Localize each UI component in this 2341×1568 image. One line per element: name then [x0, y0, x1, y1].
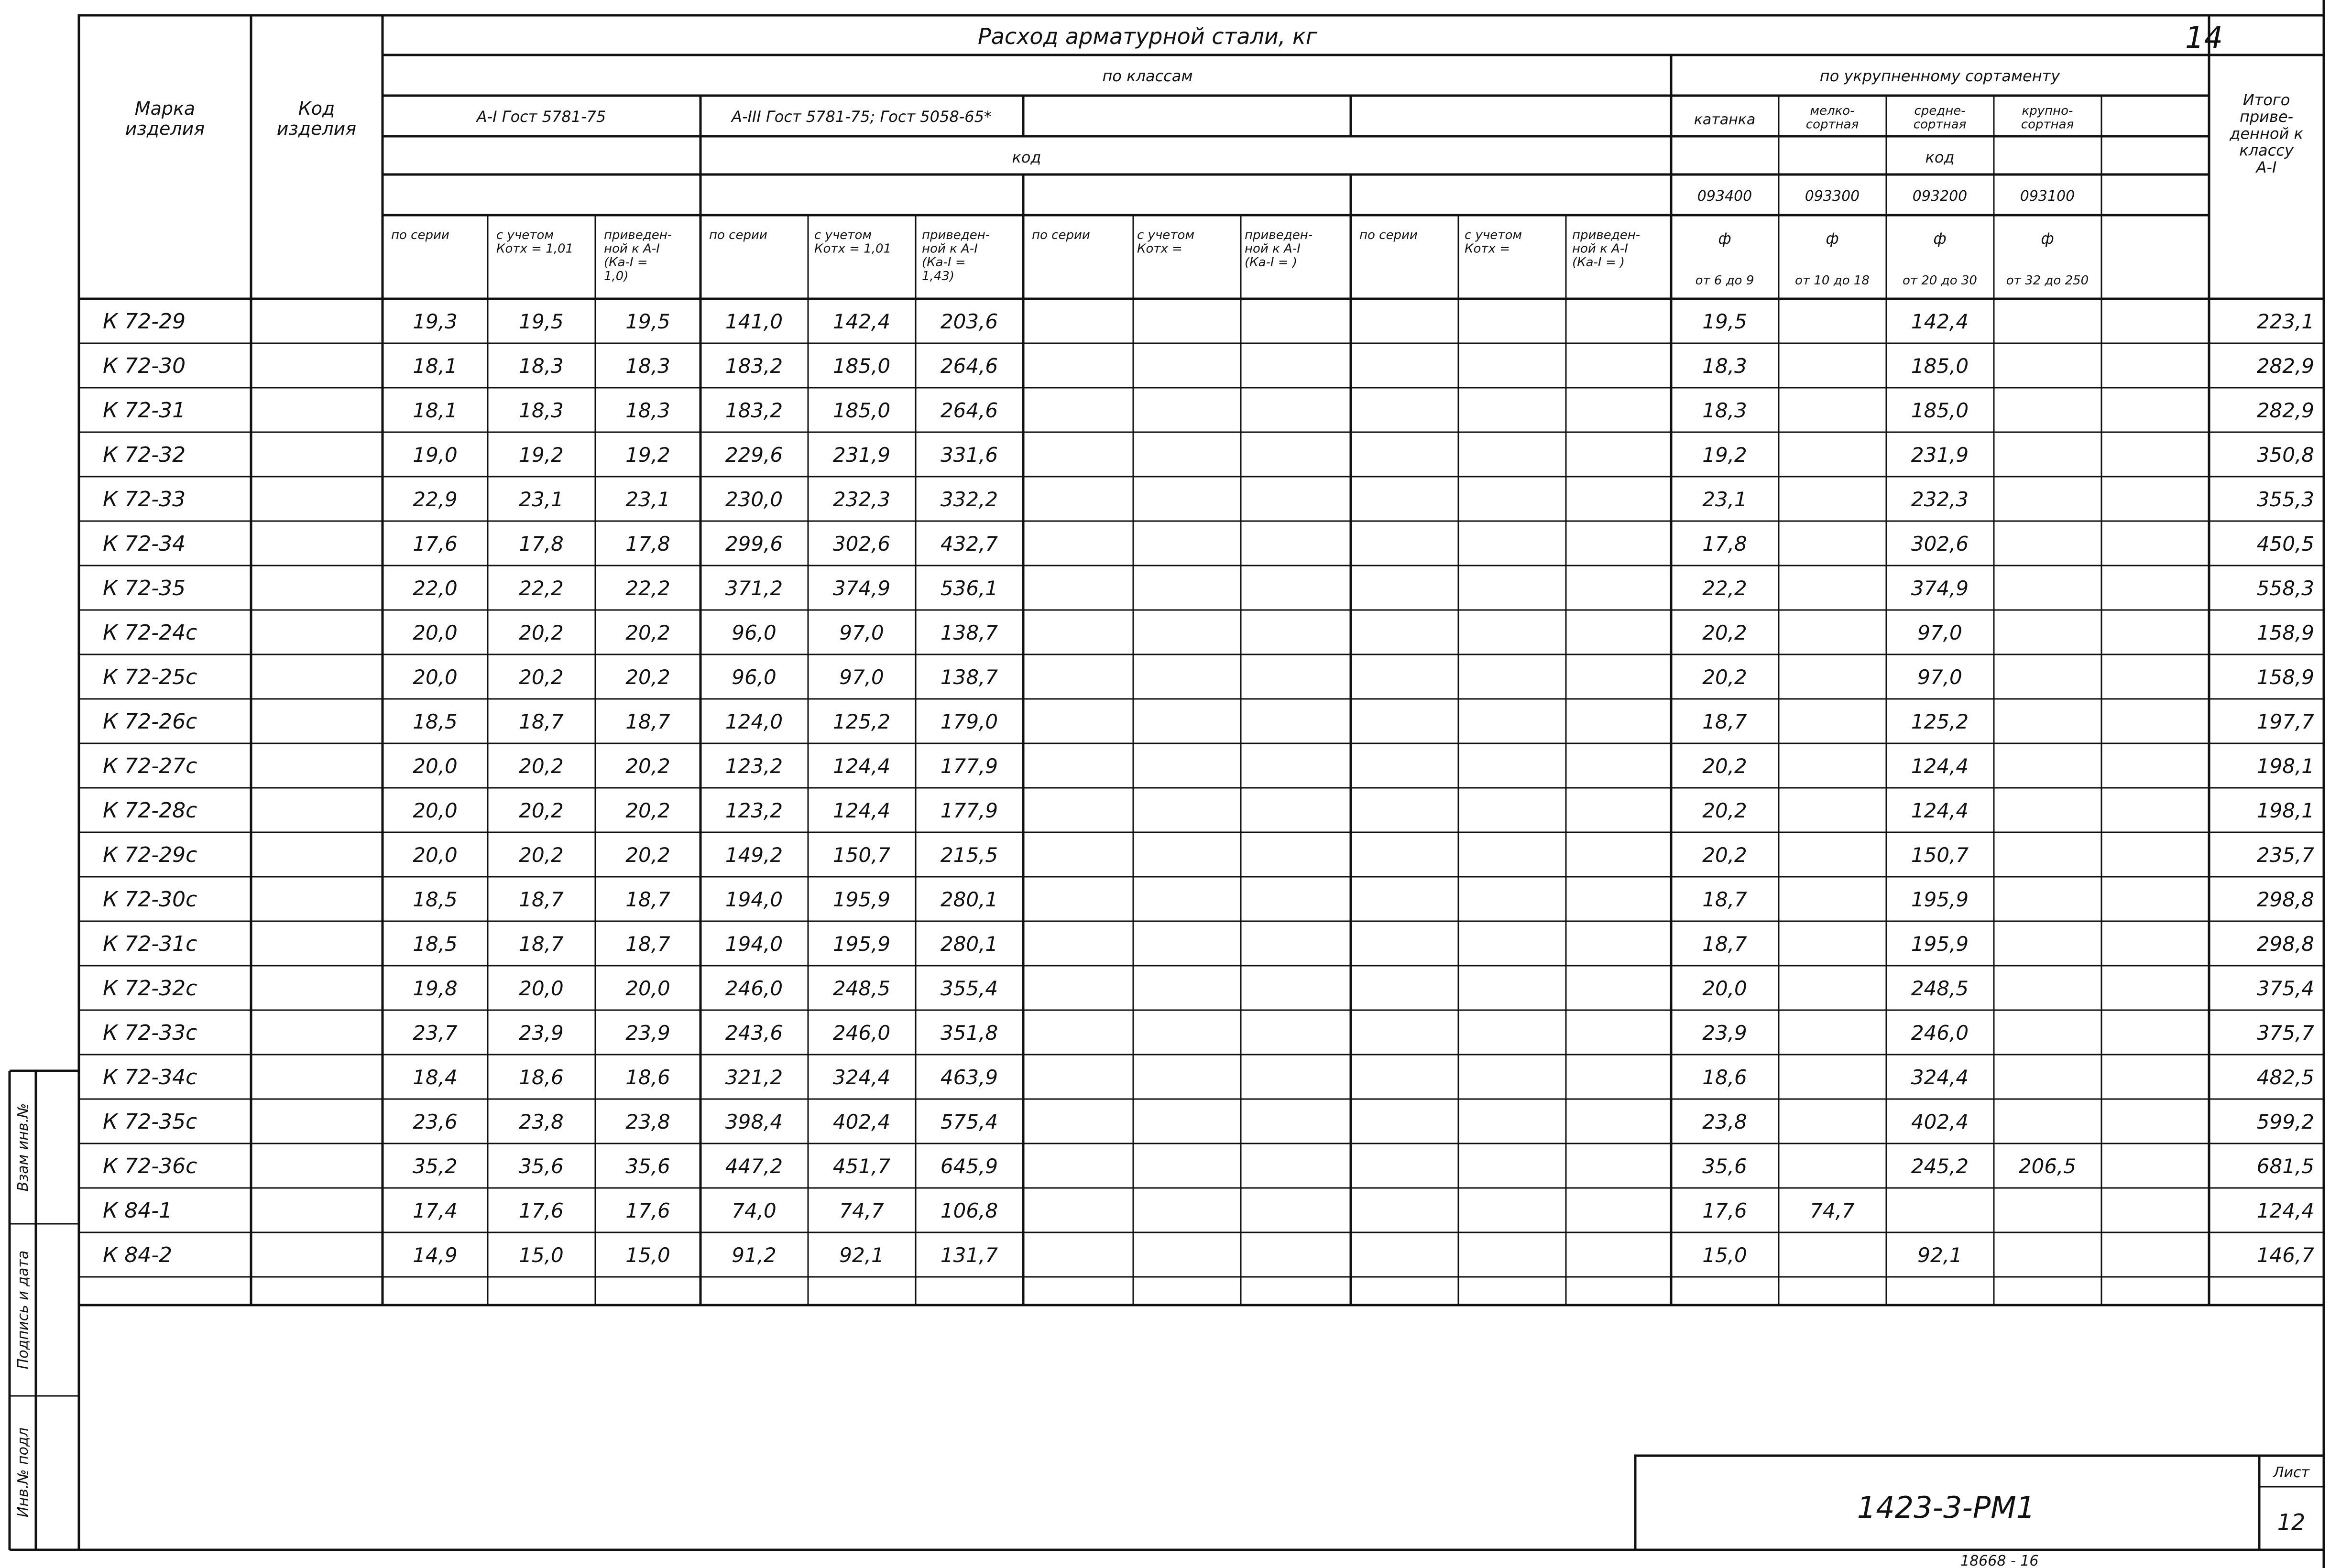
- header-mark-label: Марка изделия: [125, 98, 205, 139]
- cell-a1-2: 15,0: [519, 1243, 564, 1267]
- cell-a3-2: 324,4: [832, 1066, 891, 1089]
- cell-a1-1: 22,0: [413, 577, 458, 600]
- cell-a3-2: 185,0: [832, 399, 891, 422]
- cell-a1-3: 19,5: [625, 310, 670, 333]
- cell-a3-3: 463,9: [940, 1066, 998, 1089]
- cell-a1-1: 22,9: [413, 488, 458, 511]
- cell-a1-3: 18,7: [625, 710, 670, 733]
- cell-a1-1: 18,1: [413, 354, 458, 378]
- s-uchetom-label-3: с учетом Котх =: [1137, 228, 1194, 256]
- cell-a3-2: 195,9: [832, 932, 891, 956]
- cell-assort-3: 402,4: [1911, 1110, 1969, 1133]
- cell-a3-1: 194,0: [725, 888, 783, 911]
- cell-a1-2: 19,5: [519, 310, 564, 333]
- cell-a3-2: 374,9: [832, 577, 891, 600]
- row-mark: К 72-27с: [103, 754, 197, 778]
- cell-total: 599,2: [2256, 1110, 2314, 1133]
- cell-a1-2: 18,3: [519, 399, 564, 422]
- cell-assort-1: 35,6: [1702, 1154, 1747, 1178]
- cell-a3-1: 149,2: [725, 843, 783, 867]
- cell-a3-3: 536,1: [940, 577, 998, 600]
- cell-a3-2: 97,0: [839, 621, 884, 644]
- cell-total: 681,5: [2256, 1154, 2314, 1178]
- cell-total: 282,9: [2256, 399, 2314, 422]
- cell-a3-2: 402,4: [832, 1110, 891, 1133]
- cell-a1-2: 23,9: [519, 1021, 564, 1045]
- cell-a3-1: 96,0: [732, 621, 777, 644]
- cell-a1-1: 20,0: [413, 754, 458, 778]
- row-mark: К 72-35с: [103, 1110, 197, 1134]
- cell-a3-1: 91,2: [732, 1243, 777, 1267]
- cell-assort-3: 92,1: [1917, 1243, 1962, 1267]
- cell-assort-3: 97,0: [1917, 665, 1962, 689]
- po-serii-label-1: по серии: [391, 228, 449, 242]
- cell-a3-3: 138,7: [940, 621, 998, 644]
- s-uchetom-label-1: с учетом Котх = 1,01: [496, 228, 574, 256]
- cell-a1-1: 23,7: [413, 1021, 458, 1045]
- cell-a1-2: 18,7: [519, 888, 564, 911]
- cell-assort-4: 206,5: [2018, 1154, 2077, 1178]
- privedennoy-label-4: приведен-ной к А-I (Ка-I = ): [1572, 228, 1641, 270]
- cell-a3-2: 125,2: [832, 710, 891, 733]
- cell-a3-3: 131,7: [940, 1243, 998, 1267]
- cell-a1-2: 18,3: [519, 354, 564, 378]
- diameter-range-3: от 20 до 30: [1903, 273, 1977, 288]
- cell-a1-3: 20,0: [625, 977, 670, 1000]
- cell-total: 482,5: [2256, 1066, 2314, 1089]
- po-serii-label-2: по серии: [709, 228, 767, 242]
- row-mark: К 72-36с: [103, 1154, 197, 1178]
- privedennoy-label-3: приведен-ной к А-I (Ка-I = ): [1245, 228, 1313, 270]
- cell-assort-3: 248,5: [1911, 977, 1969, 1000]
- cell-assort-1: 18,7: [1702, 932, 1747, 956]
- phi-symbol-2: ф: [1826, 229, 1839, 248]
- cell-a1-3: 18,7: [625, 888, 670, 911]
- cell-a3-1: 123,2: [725, 754, 783, 778]
- assort-krupno: крупно-сортная: [2021, 104, 2074, 132]
- cell-assort-1: 18,3: [1702, 399, 1747, 422]
- sheet-number: 12: [2277, 1509, 2306, 1535]
- cell-a3-2: 231,9: [832, 443, 891, 467]
- assort-melko: мелко-сортная: [1805, 104, 1859, 132]
- cell-a1-3: 20,2: [625, 665, 670, 689]
- cell-assort-1: 19,2: [1702, 443, 1747, 467]
- cell-a3-1: 398,4: [725, 1110, 783, 1133]
- header-code-label: Код изделия: [276, 98, 357, 139]
- stamp-field-1: Взам инв.№: [15, 1103, 32, 1192]
- diameter-range-4: от 32 до 250: [2006, 273, 2089, 288]
- cell-total: 198,1: [2256, 754, 2314, 778]
- cell-assort-3: 302,6: [1911, 532, 1969, 555]
- cell-assort-3: 374,9: [1911, 577, 1969, 600]
- cell-assort-3: 124,4: [1911, 754, 1969, 778]
- cell-total: 282,9: [2256, 354, 2314, 378]
- row-mark: К 72-34: [103, 532, 186, 556]
- cell-total: 146,7: [2256, 1243, 2314, 1267]
- cell-a1-3: 15,0: [625, 1243, 670, 1267]
- cell-assort-1: 20,0: [1702, 977, 1747, 1000]
- cell-a1-3: 23,9: [625, 1021, 670, 1045]
- cell-a3-3: 215,5: [940, 843, 998, 867]
- cell-total: 197,7: [2256, 710, 2314, 733]
- cell-a1-3: 23,8: [625, 1110, 670, 1133]
- cell-assort-1: 23,9: [1702, 1021, 1747, 1045]
- cell-a1-2: 22,2: [519, 577, 564, 600]
- cell-a3-3: 331,6: [940, 443, 998, 467]
- cell-a3-1: 123,2: [725, 799, 783, 822]
- cell-a3-3: 179,0: [940, 710, 998, 733]
- assort-code-2: 093300: [1805, 188, 1860, 205]
- phi-symbol-4: ф: [2041, 229, 2054, 248]
- cell-assort-1: 18,7: [1702, 710, 1747, 733]
- cell-a3-1: 371,2: [725, 577, 783, 600]
- row-mark: К 72-31: [103, 398, 186, 423]
- cell-assort-1: 15,0: [1702, 1243, 1747, 1267]
- row-mark: К 72-29с: [103, 843, 197, 867]
- cell-a3-2: 97,0: [839, 665, 884, 689]
- cell-total: 558,3: [2256, 577, 2314, 600]
- cell-a3-2: 248,5: [832, 977, 891, 1000]
- cell-a1-2: 19,2: [519, 443, 564, 467]
- cell-assort-3: 185,0: [1911, 354, 1969, 378]
- row-mark: К 72-30с: [103, 887, 197, 912]
- cell-total: 355,3: [2256, 488, 2314, 511]
- cell-assort-3: 124,4: [1911, 799, 1969, 822]
- row-mark: К 72-26с: [103, 709, 197, 734]
- cell-a3-3: 432,7: [940, 532, 998, 555]
- cell-a1-2: 18,7: [519, 932, 564, 956]
- cell-a1-3: 22,2: [625, 577, 670, 600]
- cell-a3-3: 575,4: [940, 1110, 998, 1133]
- cell-assort-1: 17,8: [1702, 532, 1747, 555]
- row-mark: К 72-35: [103, 576, 186, 600]
- cell-a1-3: 19,2: [625, 443, 670, 467]
- cell-total: 235,7: [2256, 843, 2314, 867]
- cell-total: 158,9: [2256, 665, 2314, 689]
- table-header: [125, 23, 2304, 288]
- cell-a3-1: 183,2: [725, 399, 783, 422]
- assort-code-3: 093200: [1912, 188, 1968, 205]
- po-serii-label-3: по серии: [1032, 228, 1090, 242]
- diameter-range-1: от 6 до 9: [1695, 273, 1754, 288]
- assort-sredne: средне-сортная: [1913, 104, 1967, 132]
- cell-a3-1: 183,2: [725, 354, 783, 378]
- cell-a1-2: 20,2: [519, 843, 564, 867]
- cell-total: 450,5: [2256, 532, 2314, 555]
- cell-assort-3: 195,9: [1911, 888, 1969, 911]
- document-code: 1423-3-РМ1: [1857, 1490, 2035, 1525]
- cell-a1-3: 18,7: [625, 932, 670, 956]
- cell-a1-1: 17,6: [413, 532, 458, 555]
- stamp-field-3: Инв.№ подл: [15, 1427, 32, 1517]
- cell-a1-2: 18,6: [519, 1066, 564, 1089]
- cell-a3-2: 142,4: [832, 310, 891, 333]
- phi-symbol-3: ф: [1933, 229, 1947, 248]
- cell-a1-3: 17,6: [625, 1199, 670, 1222]
- phi-symbol-1: ф: [1718, 229, 1731, 248]
- cell-a3-2: 150,7: [832, 843, 891, 867]
- cell-a1-3: 18,6: [625, 1066, 670, 1089]
- cell-a1-1: 18,5: [413, 710, 458, 733]
- row-mark: К 72-32с: [103, 976, 197, 1001]
- privedennoy-label-2: приведен-ной к А-I (Ка-I = 1,43): [922, 228, 990, 283]
- cell-assort-1: 17,6: [1702, 1199, 1747, 1222]
- cell-a3-3: 203,6: [940, 310, 998, 333]
- cell-a1-2: 17,6: [519, 1199, 564, 1222]
- cell-assort-1: 20,2: [1702, 799, 1747, 822]
- cell-a1-3: 35,6: [625, 1154, 670, 1178]
- cell-total: 375,7: [2256, 1021, 2314, 1045]
- cell-assort-1: 23,1: [1702, 488, 1747, 511]
- cell-assort-3: 232,3: [1911, 488, 1969, 511]
- row-mark: К 72-28с: [103, 798, 197, 823]
- cell-a1-1: 35,2: [413, 1154, 458, 1178]
- cell-a3-1: 299,6: [725, 532, 783, 555]
- row-mark: К 84-1: [103, 1198, 173, 1223]
- cell-a1-2: 17,8: [519, 532, 564, 555]
- cell-a3-2: 232,3: [832, 488, 891, 511]
- cell-assort-3: 185,0: [1911, 399, 1969, 422]
- cell-total: 298,8: [2256, 932, 2314, 956]
- stamp-field-2: Подпись и дата: [15, 1250, 32, 1370]
- cell-a3-1: 230,0: [725, 488, 783, 511]
- cell-a3-3: 645,9: [940, 1154, 998, 1178]
- cell-a1-1: 18,5: [413, 888, 458, 911]
- row-mark: К 84-2: [103, 1243, 173, 1267]
- cell-a1-3: 20,2: [625, 799, 670, 822]
- cell-a3-1: 194,0: [725, 932, 783, 956]
- cell-assort-3: 150,7: [1911, 843, 1969, 867]
- cell-assort-1: 20,2: [1702, 621, 1747, 644]
- cell-a3-1: 229,6: [725, 443, 783, 467]
- cell-assort-3: 231,9: [1911, 443, 1969, 467]
- class-a3-header: А-III Гост 5781-75; Гост 5058-65*: [732, 108, 992, 126]
- cell-a3-3: 138,7: [940, 665, 998, 689]
- cell-assort-1: 23,8: [1702, 1110, 1747, 1133]
- cell-assort-1: 18,3: [1702, 354, 1747, 378]
- class-a1-header: А-I Гост 5781-75: [476, 108, 606, 126]
- cell-a3-2: 124,4: [832, 799, 891, 822]
- cell-a1-2: 23,1: [519, 488, 564, 511]
- cell-assort-2: 74,7: [1810, 1199, 1855, 1222]
- cell-assort-3: 142,4: [1911, 310, 1969, 333]
- row-mark: К 72-33: [103, 487, 186, 512]
- main-title: Расход арматурной стали, кг: [977, 23, 1318, 49]
- privedennoy-label-1: приведен-ной к А-I (Ка-I = 1,0): [604, 228, 672, 283]
- cell-a1-2: 20,2: [519, 665, 564, 689]
- sheet-corner-number: 14: [2185, 20, 2223, 55]
- cell-a1-1: 17,4: [413, 1199, 458, 1222]
- cell-a1-1: 14,9: [413, 1243, 458, 1267]
- cell-a3-2: 451,7: [832, 1154, 891, 1178]
- code-header: код: [1012, 148, 1041, 166]
- cell-a1-3: 18,3: [625, 354, 670, 378]
- cell-a3-2: 74,7: [839, 1199, 884, 1222]
- diameter-range-2: от 10 до 18: [1795, 273, 1870, 288]
- po-serii-label-4: по серии: [1359, 228, 1418, 242]
- cell-a3-2: 302,6: [832, 532, 891, 555]
- cell-a3-3: 177,9: [940, 799, 998, 822]
- cell-a3-3: 351,8: [940, 1021, 998, 1045]
- cell-a3-3: 332,2: [940, 488, 998, 511]
- cell-a3-1: 246,0: [725, 977, 783, 1000]
- cell-assort-1: 20,2: [1702, 754, 1747, 778]
- cell-a1-1: 18,1: [413, 399, 458, 422]
- cell-total: 350,8: [2256, 443, 2314, 467]
- cell-a1-3: 20,2: [625, 843, 670, 867]
- cell-a1-2: 20,2: [519, 799, 564, 822]
- cell-a3-2: 246,0: [832, 1021, 891, 1045]
- cell-a1-1: 18,5: [413, 932, 458, 956]
- cell-a1-2: 23,8: [519, 1110, 564, 1133]
- cell-assort-3: 195,9: [1911, 932, 1969, 956]
- row-mark: К 72-30: [103, 354, 186, 378]
- cell-a1-1: 20,0: [413, 799, 458, 822]
- row-mark: К 72-29: [103, 309, 186, 334]
- cell-a1-1: 20,0: [413, 621, 458, 644]
- total-header: Итого приве-денной к классу А-I: [2230, 91, 2303, 176]
- cell-a1-3: 20,2: [625, 754, 670, 778]
- cell-a3-3: 264,6: [940, 399, 998, 422]
- cell-a3-1: 141,0: [725, 310, 783, 333]
- cell-a3-1: 124,0: [725, 710, 783, 733]
- cell-a3-3: 264,6: [940, 354, 998, 378]
- cell-a1-1: 18,4: [413, 1066, 458, 1089]
- cell-a1-2: 18,7: [519, 710, 564, 733]
- cell-a1-3: 20,2: [625, 621, 670, 644]
- cell-assort-1: 20,2: [1702, 665, 1747, 689]
- by-classes-label: по классам: [1102, 67, 1193, 85]
- cell-a3-1: 96,0: [732, 665, 777, 689]
- cell-assort-3: 324,4: [1911, 1066, 1969, 1089]
- cell-a3-3: 177,9: [940, 754, 998, 778]
- cell-a3-3: 106,8: [940, 1199, 998, 1222]
- cell-assort-1: 19,5: [1702, 310, 1747, 333]
- cell-a1-1: 23,6: [413, 1110, 458, 1133]
- cell-a1-3: 23,1: [625, 488, 670, 511]
- by-assortment-label: по укрупненному сортаменту: [1819, 67, 2060, 85]
- cell-total: 223,1: [2256, 310, 2314, 333]
- cell-a3-2: 195,9: [832, 888, 891, 911]
- cell-a1-3: 17,8: [625, 532, 670, 555]
- cell-total: 375,4: [2256, 977, 2314, 1000]
- cell-total: 158,9: [2256, 621, 2314, 644]
- cell-a1-1: 20,0: [413, 843, 458, 867]
- row-mark: К 72-25с: [103, 665, 197, 689]
- cell-a1-2: 35,6: [519, 1154, 564, 1178]
- cell-assort-3: 97,0: [1917, 621, 1962, 644]
- row-mark: К 72-31с: [103, 932, 197, 956]
- cell-a1-3: 18,3: [625, 399, 670, 422]
- cell-assort-1: 22,2: [1702, 577, 1747, 600]
- cell-a3-2: 92,1: [839, 1243, 884, 1267]
- cell-a3-3: 280,1: [940, 888, 998, 911]
- s-uchetom-label-4: с учетом Котх =: [1465, 228, 1522, 256]
- cell-a1-1: 19,8: [413, 977, 458, 1000]
- cell-total: 124,4: [2256, 1199, 2314, 1222]
- assort-code-header: код: [1925, 148, 1955, 166]
- cell-assort-1: 18,7: [1702, 888, 1747, 911]
- cell-a1-1: 19,3: [413, 310, 458, 333]
- cell-total: 298,8: [2256, 888, 2314, 911]
- cell-assort-3: 125,2: [1911, 710, 1969, 733]
- row-mark: К 72-24с: [103, 621, 197, 645]
- assort-code-4: 093100: [2020, 188, 2075, 205]
- cell-a3-2: 124,4: [832, 754, 891, 778]
- cell-assort-3: 246,0: [1911, 1021, 1969, 1045]
- cell-a1-1: 19,0: [413, 443, 458, 467]
- cell-assort-1: 18,6: [1702, 1066, 1747, 1089]
- row-mark: К 72-34с: [103, 1065, 197, 1089]
- cell-a3-2: 185,0: [832, 354, 891, 378]
- bottom-edge-text: 18668 - 16: [1960, 1553, 2039, 1568]
- row-mark: К 72-33с: [103, 1021, 197, 1045]
- cell-a3-1: 447,2: [725, 1154, 783, 1178]
- cell-a1-1: 20,0: [413, 665, 458, 689]
- cell-a1-2: 20,2: [519, 754, 564, 778]
- cell-assort-3: 245,2: [1911, 1154, 1969, 1178]
- row-mark: К 72-32: [103, 443, 186, 467]
- cell-a1-2: 20,2: [519, 621, 564, 644]
- cell-total: 198,1: [2256, 799, 2314, 822]
- cell-a3-1: 243,6: [725, 1021, 783, 1045]
- cell-a3-3: 280,1: [940, 932, 998, 956]
- cell-a3-1: 74,0: [732, 1199, 777, 1222]
- assort-katanka: катанка: [1694, 111, 1756, 128]
- sheet-label: Лист: [2273, 1464, 2310, 1481]
- cell-a1-2: 20,0: [519, 977, 564, 1000]
- s-uchetom-label-2: с учетом Котх = 1,01: [814, 228, 892, 256]
- cell-assort-1: 20,2: [1702, 843, 1747, 867]
- cell-a3-3: 355,4: [940, 977, 998, 1000]
- cell-a3-1: 321,2: [725, 1066, 783, 1089]
- assort-code-1: 093400: [1697, 188, 1752, 205]
